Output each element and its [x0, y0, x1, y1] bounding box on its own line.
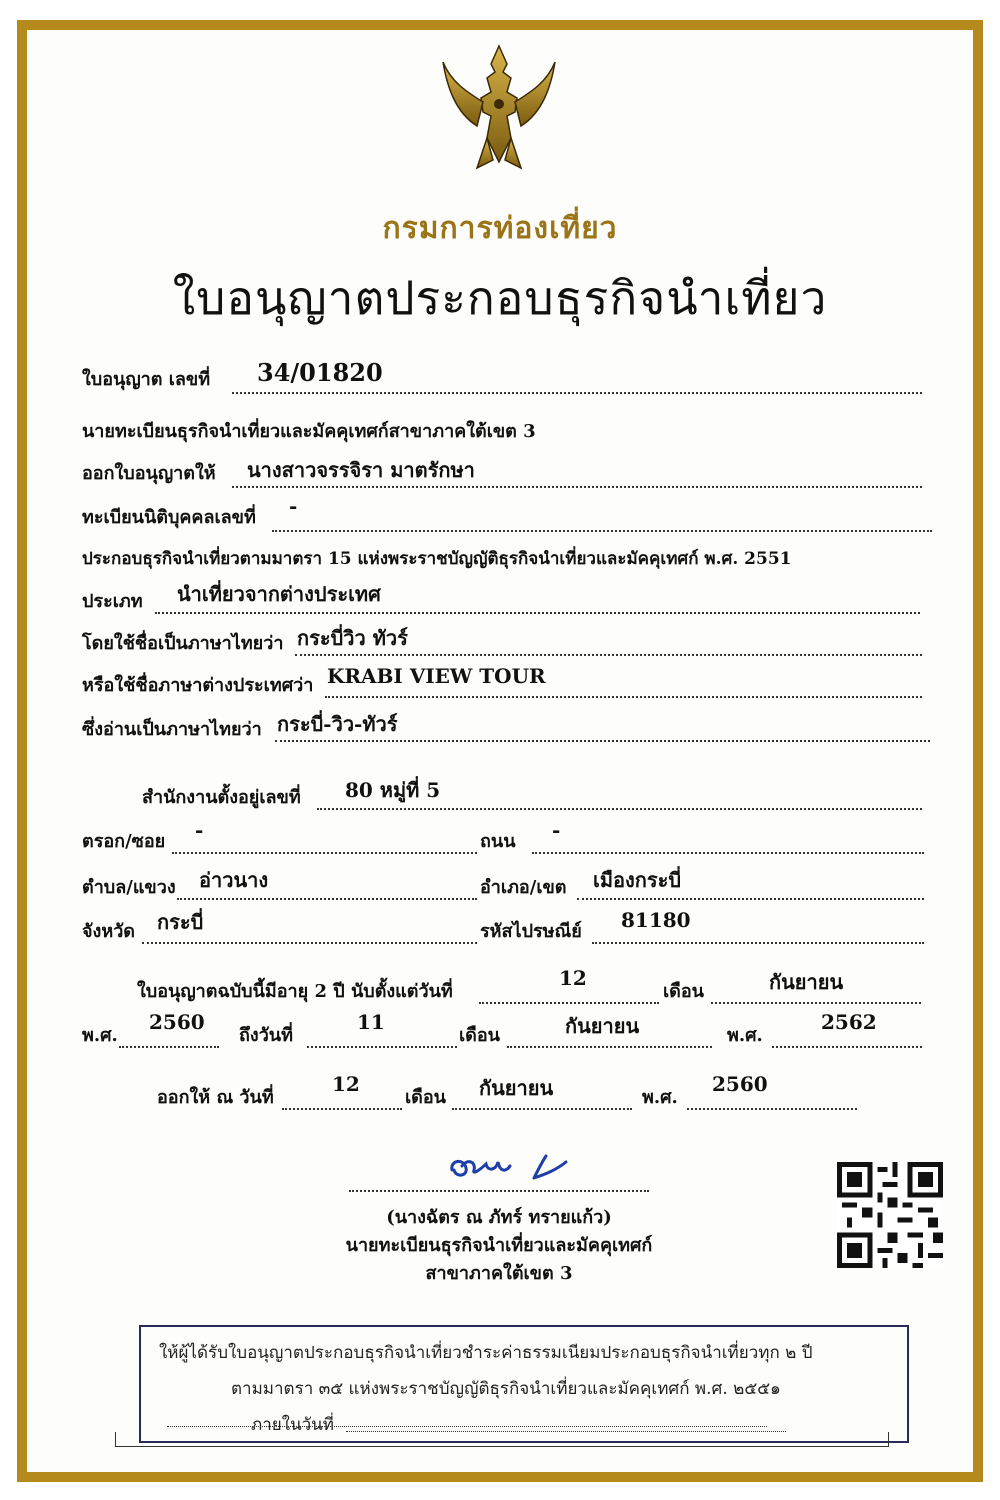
garuda-emblem-icon	[437, 42, 562, 182]
end-year: 2562	[821, 1010, 877, 1034]
dotted-line	[232, 486, 922, 488]
postcode-value: 81180	[621, 908, 691, 932]
issue-year: 2560	[712, 1072, 768, 1096]
issued-to-label: ออกใบอนุญาตให้	[82, 463, 216, 484]
end-day: 11	[357, 1010, 385, 1034]
province-value: กระบี่	[157, 910, 204, 934]
dotted-line	[507, 1046, 712, 1048]
start-year-label: พ.ศ.	[82, 1025, 118, 1046]
type-label: ประเภท	[82, 591, 143, 612]
signature-icon	[442, 1148, 572, 1188]
postcode-label: รหัสไปรษณีย์	[480, 921, 582, 942]
department-title: กรมการท่องเที่ยว	[382, 211, 618, 246]
start-year: 2560	[149, 1010, 205, 1034]
juristic-value: -	[289, 494, 298, 518]
dotted-line	[592, 942, 924, 944]
dotted-line	[307, 1046, 457, 1048]
dotted-line	[142, 942, 477, 944]
alley-label: ตรอก/ซอย	[82, 831, 166, 852]
province-label: จังหวัด	[82, 921, 135, 942]
issue-month-label: เดือน	[405, 1087, 446, 1108]
start-day: 12	[559, 966, 587, 990]
office-label: สำนักงานตั้งอยู่เลขที่	[142, 787, 301, 808]
until-label: ถึงวันที่	[239, 1025, 293, 1046]
dotted-line	[772, 1046, 922, 1048]
signature-line	[349, 1190, 649, 1192]
dotted-line	[282, 1108, 402, 1110]
subdistrict-value: อ่าวนาง	[199, 868, 269, 892]
dotted-line	[711, 1002, 921, 1004]
district-label: อำเภอ/เขต	[480, 877, 567, 898]
dotted-line	[479, 1002, 659, 1004]
start-month-label: เดือน	[663, 981, 704, 1002]
end-month-label: เดือน	[459, 1025, 500, 1046]
dotted-line	[232, 392, 922, 394]
foreign-name-label: หรือใช้ชื่อภาษาต่างประเทศว่า	[82, 675, 314, 696]
juristic-label: ทะเบียนนิติบุคคลเลขที่	[82, 507, 256, 528]
license-number: 34/01820	[257, 358, 383, 387]
reading-value: กระบี่-วิว-ทัวร์	[277, 712, 398, 736]
issue-day: 12	[332, 1072, 360, 1096]
thai-name-value: กระบี่วิว ทัวร์	[297, 626, 408, 650]
notice-line-3: ภายในวันที่	[251, 1415, 335, 1435]
validity-intro: ใบอนุญาตฉบับนี้มีอายุ 2 ปี นับตั้งแต่วันที่	[137, 981, 453, 1002]
certificate-paper	[27, 30, 973, 1472]
foreign-name-value: KRABI VIEW TOUR	[327, 664, 546, 688]
gold-frame	[17, 20, 983, 1482]
issue-year-label: พ.ศ.	[642, 1087, 678, 1108]
registrar-line: นายทะเบียนธุรกิจนำเที่ยวและมัคคุเทศก์สาขาภาคใต้เขต 3	[82, 421, 536, 442]
dotted-line	[167, 1426, 767, 1427]
dotted-line	[177, 898, 477, 900]
dotted-line	[577, 898, 924, 900]
thai-name-label: โดยใช้ชื่อเป็นภาษาไทยว่า	[82, 633, 284, 654]
dotted-line	[172, 852, 477, 854]
signatory-name: (นางฉัตร ณ ภัทร์ ทรายแก้ว)	[386, 1207, 612, 1228]
dotted-line	[295, 654, 922, 656]
alley-value: -	[195, 818, 204, 842]
office-value: 80 หมู่ที่ 5	[345, 778, 441, 802]
dotted-line	[687, 1108, 857, 1110]
reading-label: ซึ่งอ่านเป็นภาษาไทยว่า	[82, 719, 262, 740]
issue-month: กันยายน	[479, 1076, 554, 1100]
qr-code-icon	[837, 1162, 943, 1268]
license-number-label: ใบอนุญาต เลขที่	[82, 369, 211, 390]
dotted-line	[119, 1046, 219, 1048]
certificate-title: ใบอนุญาตประกอบธุรกิจนำเที่ยว	[172, 271, 828, 325]
dotted-line	[275, 740, 930, 742]
subdistrict-label: ตำบล/แขวง	[82, 877, 176, 898]
dotted-line	[532, 852, 924, 854]
dotted-line	[317, 808, 922, 810]
dotted-line	[155, 612, 920, 614]
end-year-label: พ.ศ.	[727, 1025, 763, 1046]
dotted-line	[452, 1108, 632, 1110]
end-month: กันยายน	[565, 1014, 640, 1038]
notice-shadow-outline	[115, 1432, 889, 1447]
dotted-line	[272, 530, 932, 532]
issued-to-value: นางสาวจรรจิรา มาตรักษา	[247, 458, 475, 482]
law-line: ประกอบธุรกิจนำเที่ยวตามมาตรา 15 แห่งพระราชบัญญัติธุรกิจนำเที่ยวและมัคคุเทศก์ พ.ศ. 2551	[82, 549, 792, 569]
signatory-title: นายทะเบียนธุรกิจนำเที่ยวและมัคคุเทศก์	[345, 1235, 653, 1256]
notice-line-1: ให้ผู้ได้รับใบอนุญาตประกอบธุรกิจนำเที่ยวชำระค่าธรรมเนียมประกอบธุรกิจนำเที่ยวทุก ๒ ปี	[159, 1343, 813, 1363]
road-label: ถนน	[480, 831, 516, 852]
dotted-line	[325, 696, 922, 698]
start-month: กันยายน	[769, 970, 844, 994]
notice-line-2: ตามมาตรา ๓๕ แห่งพระราชบัญญัติธุรกิจนำเที่ยวและมัคคุเทศก์ พ.ศ. ๒๕๕๑	[231, 1379, 781, 1399]
signatory-branch: สาขาภาคใต้เขต 3	[425, 1263, 573, 1284]
type-value: นำเที่ยวจากต่างประเทศ	[177, 582, 381, 606]
district-value: เมืองกระบี่	[593, 868, 682, 892]
issue-label: ออกให้ ณ วันที่	[157, 1087, 274, 1108]
road-value: -	[552, 818, 561, 842]
